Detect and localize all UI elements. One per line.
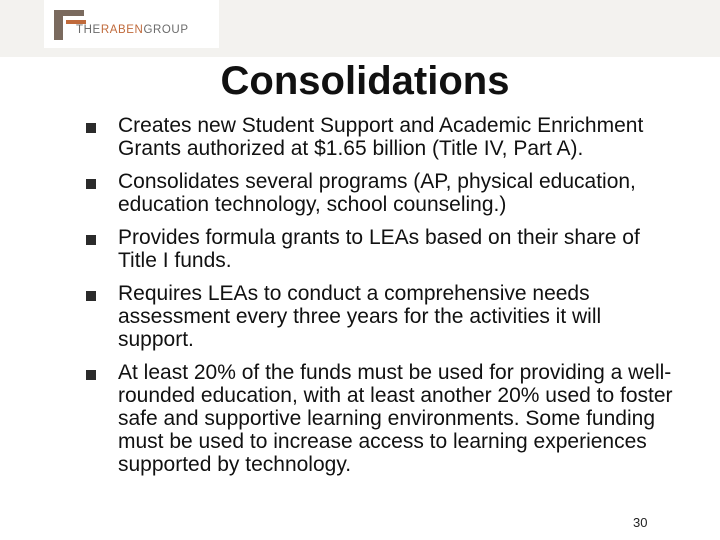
square-bullet-icon [86, 235, 96, 245]
logo-text-suffix: GROUP [143, 24, 189, 36]
bullet-item [0, 114, 720, 160]
bullet-text: Creates new Student Support and Academic Enrichment Grants authorized at $1.65 billion (Title IV, Part A). [118, 114, 644, 160]
square-bullet-icon [86, 123, 96, 133]
logo-wordmark [76, 24, 189, 36]
slide-title: Consolidations [220, 59, 510, 103]
logo-text-prefix: THE [76, 24, 101, 36]
bullet-text: Requires LEAs to conduct a comprehensive needs assessment every three years for the activities it will support. [118, 282, 602, 351]
logo-text-accent: RABEN [100, 24, 144, 36]
bullet-list [0, 114, 720, 486]
square-bullet-icon [86, 370, 96, 380]
bullet-text: Consolidates several programs (AP, physical education, education technology, school counseling.) [118, 170, 636, 216]
bullet-item [0, 170, 720, 216]
bullet-text: At least 20% of the funds must be used for providing a well-rounded education, with at least another 20% used to foster safe and supportive learning environments. Some funding must be used to increase access to learning experiences supported by technology. [118, 361, 673, 476]
square-bullet-icon [86, 179, 96, 189]
logo [44, 0, 219, 48]
bullet-item [0, 282, 720, 351]
page-number: 30 [633, 515, 648, 530]
square-bullet-icon [86, 291, 96, 301]
bullet-text: Provides formula grants to LEAs based on their share of Title I funds. [118, 226, 640, 272]
bullet-item [0, 361, 720, 476]
bullet-item [0, 226, 720, 272]
